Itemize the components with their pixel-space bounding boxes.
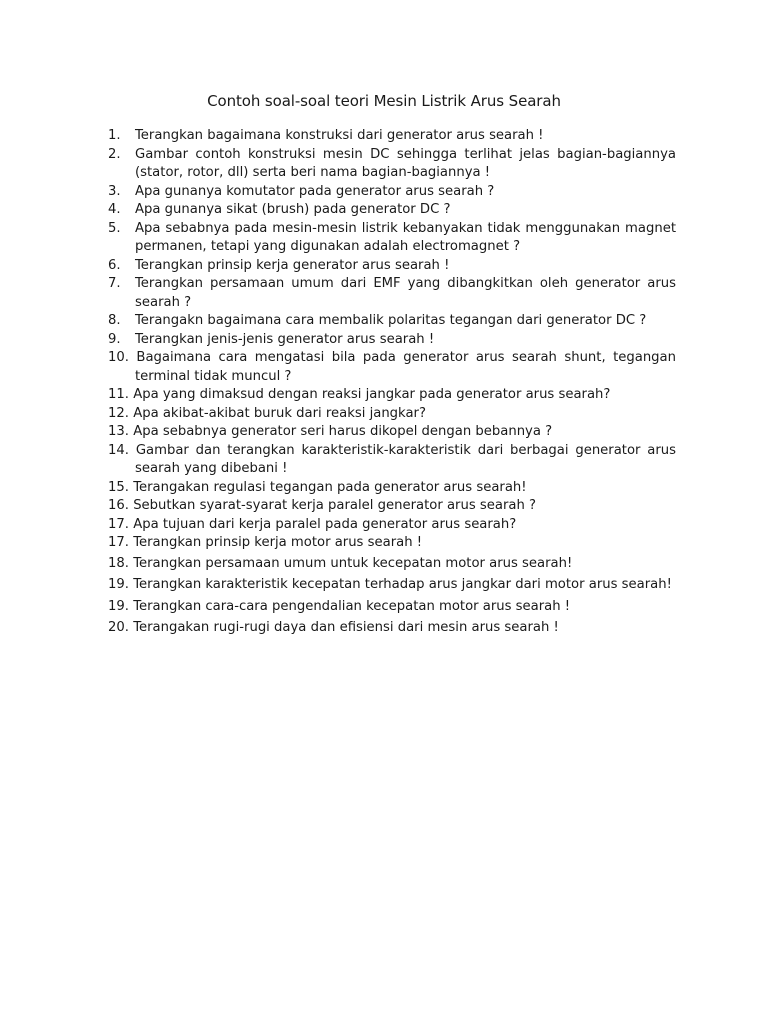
question-text: Terangakan regulasi tegangan pada generator arus searah! (133, 479, 527, 495)
question-text: Terangkan prinsip kerja generator arus searah ! (135, 257, 450, 273)
question-list (108, 127, 676, 638)
question-item (108, 555, 676, 574)
question-number: 7. (108, 276, 121, 291)
question-item (108, 598, 676, 617)
question-number: 4. (108, 202, 121, 217)
question-item (108, 312, 676, 331)
question-number: 11. (108, 387, 129, 402)
question-number: 10. (108, 350, 129, 365)
question-text: Gambar dan terangkan karakteristik-karakteristik dari berbagai generator arus searah yang dibebani ! (135, 442, 676, 476)
question-number: 1. (108, 128, 121, 143)
question-text: Apa sebabnya generator seri harus dikopel dengan bebannya ? (133, 424, 553, 439)
question-number: 17. (108, 516, 129, 532)
question-text: Terangkan jenis-jenis generator arus searah ! (135, 331, 435, 347)
question-text: Apa tujuan dari kerja paralel pada generator arus searah? (133, 516, 517, 532)
question-item (108, 497, 676, 516)
question-item (108, 146, 676, 183)
question-item (108, 331, 676, 350)
question-text: Apa gunanya komutator pada generator arus searah ? (135, 183, 495, 199)
question-item (108, 257, 676, 276)
question-text: Apa gunanya sikat (brush) pada generator DC ? (135, 202, 451, 217)
question-number: 8. (108, 313, 121, 328)
question-number: 13. (108, 424, 129, 439)
question-item (108, 220, 676, 257)
question-item (108, 127, 676, 146)
question-item (108, 183, 676, 202)
question-number: 19. (108, 577, 129, 592)
question-item (108, 619, 676, 638)
question-text: Terangakan rugi-rugi daya dan efisiensi dari mesin arus searah ! (133, 620, 559, 635)
question-text: Terangkan karakteristik kecepatan terhadap arus jangkar dari motor arus searah! (133, 577, 672, 592)
question-item (108, 442, 676, 479)
question-text: Terangkan bagaimana konstruksi dari generator arus searah ! (135, 128, 544, 143)
question-item (108, 423, 676, 442)
question-text: Terangkan cara-cara pengendalian kecepatan motor arus searah ! (133, 598, 571, 614)
question-number: 15. (108, 479, 129, 495)
document-title: Contoh soal-soal teori Mesin Listrik Arus Searah (207, 92, 561, 110)
question-item (108, 201, 676, 220)
question-item (108, 405, 676, 424)
question-number: 17. (108, 535, 129, 550)
question-item (108, 479, 676, 498)
question-item (108, 576, 676, 595)
question-number: 2. (108, 146, 121, 162)
question-item (108, 349, 676, 386)
question-text: Bagaimana cara mengatasi bila pada generator arus searah shunt, tegangan terminal tidak muncul ? (135, 350, 676, 384)
question-text: Apa yang dimaksud dengan reaksi jangkar pada generator arus searah? (133, 387, 611, 402)
question-text: Terangakn bagaimana cara membalik polaritas tegangan dari generator DC ? (135, 313, 647, 328)
question-text: Sebutkan syarat-syarat kerja paralel generator arus searah ? (133, 498, 536, 513)
question-text: Terangkan persamaan umum untuk kecepatan motor arus searah! (133, 555, 573, 571)
question-number: 19. (108, 598, 129, 614)
question-text: Terangkan persamaan umum dari EMF yang dibangkitkan oleh generator arus searah ? (135, 276, 676, 310)
question-number: 6. (108, 257, 121, 273)
question-item (108, 516, 676, 535)
question-text: Apa akibat-akibat buruk dari reaksi jangkar? (133, 405, 426, 421)
question-item (108, 386, 676, 405)
question-number: 12. (108, 405, 129, 421)
question-item (108, 275, 676, 312)
question-number: 14. (108, 442, 129, 458)
question-number: 20. (108, 620, 129, 635)
question-item (108, 534, 676, 553)
question-number: 5. (108, 220, 121, 236)
question-number: 9. (108, 331, 121, 347)
question-number: 18. (108, 555, 129, 571)
question-text: Apa sebabnya pada mesin-mesin listrik kebanyakan tidak menggunakan magnet permanen, tetapi yang digunakan adalah electromagnet ? (135, 220, 676, 254)
question-number: 16. (108, 498, 129, 513)
question-text: Terangkan prinsip kerja motor arus searah ! (133, 535, 423, 550)
question-number: 3. (108, 183, 121, 199)
question-text: Gambar contoh konstruksi mesin DC sehingga terlihat jelas bagian-bagiannya (stator, rotor, dll) serta beri nama bagian-bagiannya ! (135, 146, 676, 180)
